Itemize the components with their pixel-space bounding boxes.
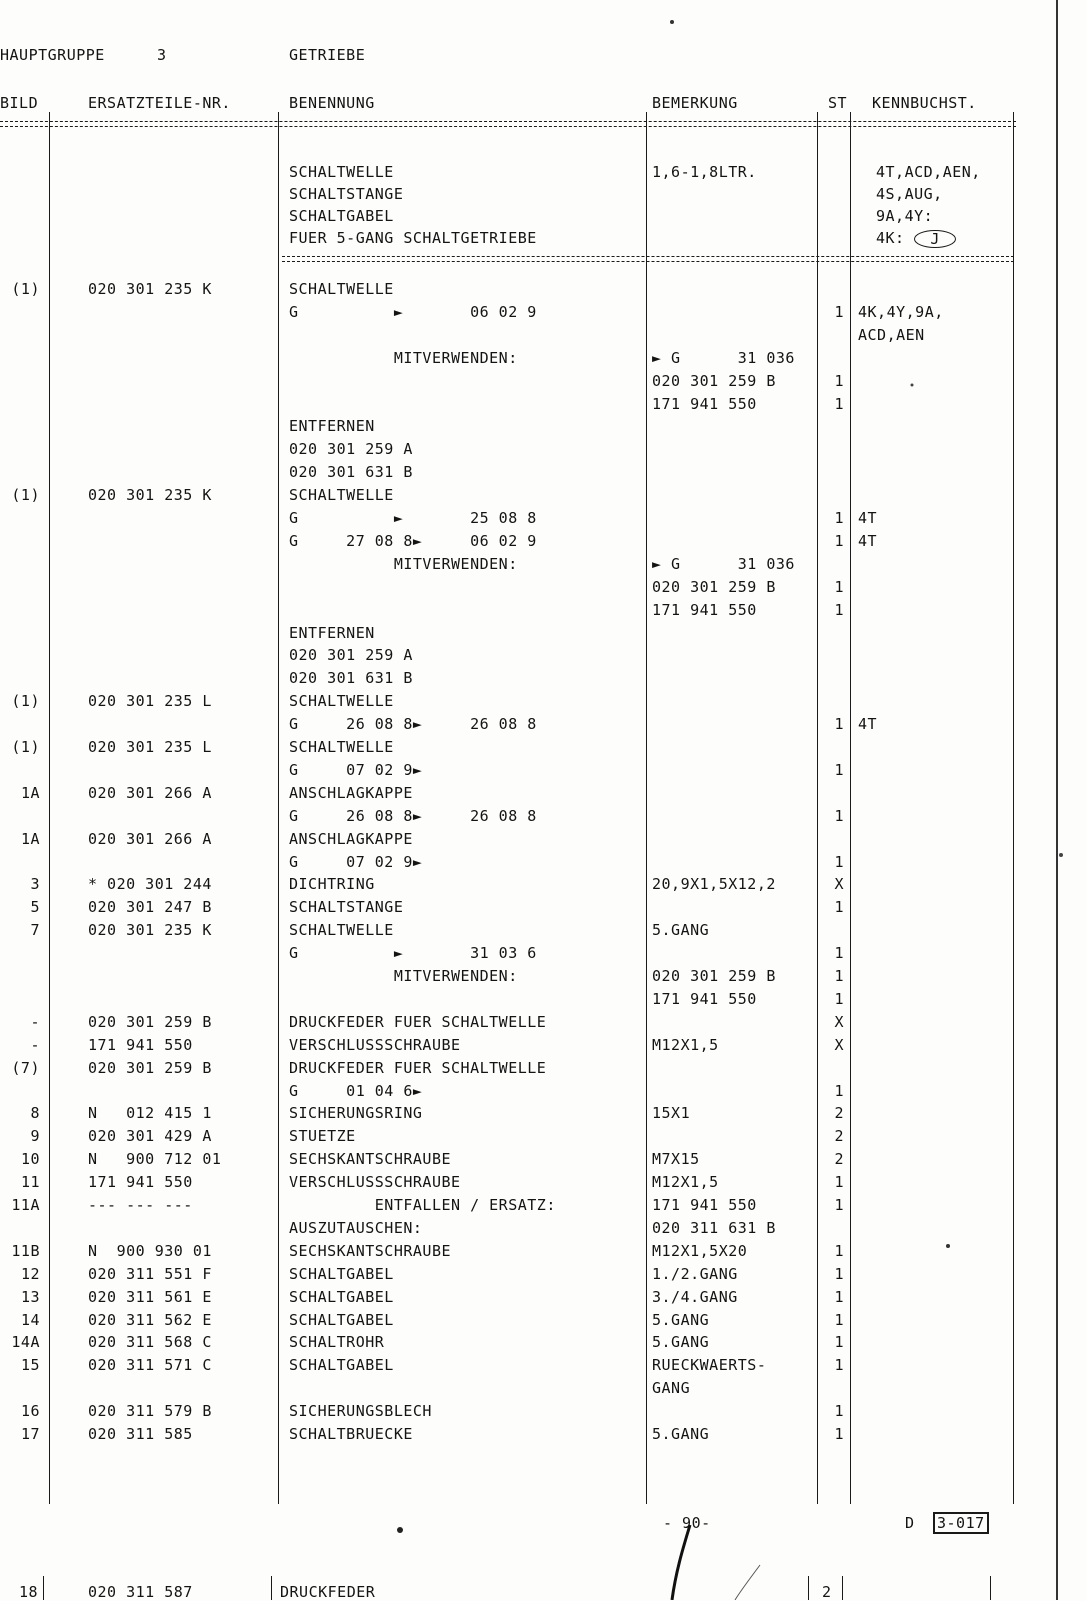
row-part-number: 020 301 259 B: [88, 1059, 212, 1077]
row-name: G 26 08 8► 26 08 8: [289, 715, 537, 733]
row-name: SCHALTGABEL: [289, 1288, 394, 1306]
column-header-name: BENENNUNG: [289, 94, 375, 112]
row-remark: 171 941 550: [652, 1196, 757, 1214]
column-header-quantity: ST: [828, 94, 848, 112]
next-page-bild: 18: [18, 1583, 38, 1601]
row-part-number: 020 301 235 K: [88, 486, 212, 504]
row-quantity: 1: [834, 1265, 844, 1283]
row-remark: 020 301 259 B: [652, 578, 776, 596]
row-part-number: 020 311 561 E: [88, 1288, 212, 1306]
row-name: MITVERWENDEN:: [289, 555, 518, 573]
row-quantity: 1: [834, 761, 844, 779]
row-remark: 171 941 550: [652, 601, 757, 619]
row-quantity: 1: [834, 990, 844, 1008]
row-part-number: 020 301 235 K: [88, 921, 212, 939]
row-part-number: 020 301 259 B: [88, 1013, 212, 1031]
intro-name-line: FUER 5-GANG SCHALTGETRIEBE: [289, 229, 537, 247]
row-name: SCHALTROHR: [289, 1333, 385, 1351]
row-remark: M7X15: [652, 1150, 700, 1168]
row-part-number: 020 301 235 L: [88, 738, 212, 756]
column-header-remark: BEMERKUNG: [652, 94, 738, 112]
intro-remark: 1,6-1,8LTR.: [652, 163, 757, 181]
row-bild: 15: [20, 1356, 40, 1374]
row-name: SCHALTWELLE: [289, 738, 394, 756]
row-name: STUETZE: [289, 1127, 356, 1145]
row-quantity: 1: [834, 601, 844, 619]
row-remark: 5.GANG: [652, 1425, 710, 1443]
row-name: SCHALTGABEL: [289, 1265, 394, 1283]
row-quantity: 1: [834, 1288, 844, 1306]
row-part-number: 020 311 579 B: [88, 1402, 212, 1420]
row-name: G ► 31 03 6: [289, 944, 537, 962]
row-name: G 07 02 9►: [289, 853, 423, 871]
page-number: - 90-: [663, 1514, 711, 1532]
row-name: SICHERUNGSBLECH: [289, 1402, 432, 1420]
row-remark: ► G 31 036: [652, 555, 795, 573]
row-name: ANSCHLAGKAPPE: [289, 784, 413, 802]
row-part-number: 020 311 562 E: [88, 1311, 212, 1329]
row-remark: GANG: [652, 1379, 691, 1397]
row-remark: 1./2.GANG: [652, 1265, 738, 1283]
row-bild: 10: [20, 1150, 40, 1168]
column-header-bild: BILD: [0, 94, 39, 112]
row-bild: 17: [20, 1425, 40, 1443]
row-quantity: 1: [834, 898, 844, 916]
row-name: VERSCHLUSSSCHRAUBE: [289, 1173, 461, 1191]
row-quantity: 1: [834, 944, 844, 962]
row-name: 020 301 631 B: [289, 463, 413, 481]
row-quantity: X: [834, 1036, 844, 1054]
row-remark: M12X1,5: [652, 1173, 719, 1191]
row-name: MITVERWENDEN:: [289, 349, 518, 367]
row-name: SCHALTWELLE: [289, 921, 394, 939]
row-codes: 4T: [858, 509, 878, 527]
intro-code-line: 4T,ACD,AEN,: [876, 163, 981, 181]
row-name: DICHTRING: [289, 875, 375, 893]
main-group-title: GETRIEBE: [289, 46, 366, 64]
intro-name-line: SCHALTSTANGE: [289, 185, 404, 203]
page-reference-code: 3-017: [933, 1512, 989, 1534]
row-bild: 13: [20, 1288, 40, 1306]
row-name: VERSCHLUSSSCHRAUBE: [289, 1036, 461, 1054]
row-name: AUSZUTAUSCHEN:: [289, 1219, 423, 1237]
row-name: SCHALTBRUECKE: [289, 1425, 413, 1443]
row-quantity: 1: [834, 1402, 844, 1420]
row-codes: 4K,4Y,9A,: [858, 303, 944, 321]
row-bild: 11B: [11, 1242, 40, 1260]
row-bild: (1): [11, 692, 40, 710]
row-codes: 4T: [858, 532, 878, 550]
row-part-number: N 012 415 1: [88, 1104, 212, 1122]
row-name: SCHALTGABEL: [289, 1356, 394, 1374]
row-quantity: X: [834, 875, 844, 893]
row-part-number: N 900 930 01: [88, 1242, 212, 1260]
row-name: SECHSKANTSCHRAUBE: [289, 1150, 452, 1168]
row-bild: 9: [30, 1127, 40, 1145]
row-part-number: 020 301 235 K: [88, 280, 212, 298]
row-part-number: 020 301 235 L: [88, 692, 212, 710]
row-quantity: 1: [834, 1082, 844, 1100]
row-codes: 4T: [858, 715, 878, 733]
row-name: G 27 08 8► 06 02 9: [289, 532, 537, 550]
row-name: SCHALTWELLE: [289, 692, 394, 710]
row-part-number: 020 311 585: [88, 1425, 193, 1443]
intro-code-line: 4S,AUG,: [876, 185, 943, 203]
row-name: ANSCHLAGKAPPE: [289, 830, 413, 848]
row-part-number: 020 311 568 C: [88, 1333, 212, 1351]
intro-code-line: 9A,4Y:: [876, 207, 934, 225]
row-remark: 171 941 550: [652, 990, 757, 1008]
row-quantity: 1: [834, 1425, 844, 1443]
row-part-number: 020 311 551 F: [88, 1265, 212, 1283]
row-remark: 5.GANG: [652, 1333, 710, 1351]
row-bild: 3: [30, 875, 40, 893]
row-name: 020 301 631 B: [289, 669, 413, 687]
row-name: G ► 25 08 8: [289, 509, 537, 527]
row-remark: 15X1: [652, 1104, 691, 1122]
row-remark: ► G 31 036: [652, 349, 795, 367]
row-quantity: 1: [834, 1356, 844, 1374]
intro-name-line: SCHALTGABEL: [289, 207, 394, 225]
row-quantity: 1: [834, 967, 844, 985]
row-name: SICHERUNGSRING: [289, 1104, 423, 1122]
row-quantity: 2: [834, 1104, 844, 1122]
column-header-part-number: ERSATZTEILE-NR.: [88, 94, 231, 112]
row-quantity: 1: [834, 1242, 844, 1260]
row-name: SCHALTWELLE: [289, 486, 394, 504]
row-name: ENTFERNEN: [289, 624, 375, 642]
row-bild: 11A: [11, 1196, 40, 1214]
row-bild: 11: [20, 1173, 40, 1191]
row-quantity: 1: [834, 509, 844, 527]
row-quantity: 1: [834, 532, 844, 550]
row-part-number: --- --- ---: [88, 1196, 193, 1214]
row-remark: RUECKWAERTS-: [652, 1356, 767, 1374]
row-name: 020 301 259 A: [289, 646, 413, 664]
row-part-number: 020 301 247 B: [88, 898, 212, 916]
row-bild: 14A: [11, 1333, 40, 1351]
row-quantity: 1: [834, 807, 844, 825]
row-remark: 20,9X1,5X12,2: [652, 875, 776, 893]
row-part-number: 020 301 266 A: [88, 830, 212, 848]
row-bild: (1): [11, 486, 40, 504]
main-group-number: 3: [157, 46, 167, 64]
row-name: MITVERWENDEN:: [289, 967, 518, 985]
row-part-number: 020 311 571 C: [88, 1356, 212, 1374]
intro-code-line: 4K: J: [876, 229, 956, 248]
row-quantity: 1: [834, 1311, 844, 1329]
row-bild: 8: [30, 1104, 40, 1122]
row-bild: 1A: [20, 784, 40, 802]
row-name: ENTFERNEN: [289, 417, 375, 435]
row-bild: 5: [30, 898, 40, 916]
row-quantity: 1: [834, 372, 844, 390]
row-bild: (7): [11, 1059, 40, 1077]
row-remark: 3./4.GANG: [652, 1288, 738, 1306]
row-part-number: 171 941 550: [88, 1173, 193, 1191]
row-name: G ► 06 02 9: [289, 303, 537, 321]
row-bild: 1A: [20, 830, 40, 848]
row-bild: 12: [20, 1265, 40, 1283]
row-name: SCHALTWELLE: [289, 280, 394, 298]
row-remark: M12X1,5: [652, 1036, 719, 1054]
row-bild: 7: [30, 921, 40, 939]
row-part-number: N 900 712 01: [88, 1150, 222, 1168]
row-name: G 07 02 9►: [289, 761, 423, 779]
row-quantity: 2: [834, 1127, 844, 1145]
next-page-name: DRUCKFEDER: [280, 1583, 376, 1601]
row-name: 020 301 259 A: [289, 440, 413, 458]
row-name: DRUCKFEDER FUER SCHALTWELLE: [289, 1013, 547, 1031]
row-quantity: 1: [834, 303, 844, 321]
row-quantity: X: [834, 1013, 844, 1031]
row-quantity: 1: [834, 1333, 844, 1351]
row-name: SCHALTGABEL: [289, 1311, 394, 1329]
footer-letter: D: [905, 1514, 915, 1532]
row-part-number: * 020 301 244: [88, 875, 212, 893]
row-bild: 16: [20, 1402, 40, 1420]
intro-name-line: SCHALTWELLE: [289, 163, 394, 181]
next-page-quantity: 2: [822, 1583, 832, 1601]
row-name: G 26 08 8► 26 08 8: [289, 807, 537, 825]
row-remark: 5.GANG: [652, 1311, 710, 1329]
row-quantity: 1: [834, 853, 844, 871]
row-part-number: 171 941 550: [88, 1036, 193, 1054]
row-remark: 020 301 259 B: [652, 967, 776, 985]
column-header-codes: KENNBUCHST.: [872, 94, 977, 112]
row-bild: 14: [20, 1311, 40, 1329]
row-codes: ACD,AEN: [858, 326, 925, 344]
row-part-number: 020 301 429 A: [88, 1127, 212, 1145]
row-bild: (1): [11, 280, 40, 298]
row-name: ENTFALLEN / ERSATZ:: [289, 1196, 556, 1214]
row-name: SECHSKANTSCHRAUBE: [289, 1242, 452, 1260]
row-remark: M12X1,5X20: [652, 1242, 748, 1260]
circled-code: J: [914, 230, 956, 248]
main-group-label: HAUPTGRUPPE: [0, 46, 105, 64]
row-bild: -: [30, 1013, 40, 1031]
row-quantity: 1: [834, 1196, 844, 1214]
row-remark: 020 311 631 B: [652, 1219, 776, 1237]
row-quantity: 2: [834, 1150, 844, 1168]
row-name: G 01 04 6►: [289, 1082, 423, 1100]
row-quantity: 1: [834, 1173, 844, 1191]
next-page-part-number: 020 311 587: [88, 1583, 193, 1601]
row-bild: -: [30, 1036, 40, 1054]
row-quantity: 1: [834, 578, 844, 596]
row-remark: 5.GANG: [652, 921, 710, 939]
row-quantity: 1: [834, 395, 844, 413]
row-bild: (1): [11, 738, 40, 756]
row-remark: 020 301 259 B: [652, 372, 776, 390]
row-part-number: 020 301 266 A: [88, 784, 212, 802]
row-name: SCHALTSTANGE: [289, 898, 404, 916]
row-quantity: 1: [834, 715, 844, 733]
row-remark: 171 941 550: [652, 395, 757, 413]
row-name: DRUCKFEDER FUER SCHALTWELLE: [289, 1059, 547, 1077]
